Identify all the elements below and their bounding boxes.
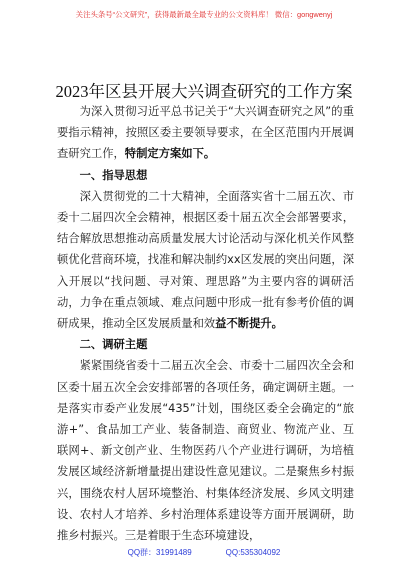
intro-bold-text: 特制定方案如下。 [124,147,216,161]
research-theme-paragraph: 紧紧围绕省委十二届五次全会、市委十二届四次全会和区委十届五次全会安排部署的各项任务，确定调研主题。一是落实市委产业发展“435”计划，围绕区委全会确定的“旅游+”、食品加工产业、装备制造、商贸业、物流产业、互联网+、新文创产业、生物医药八个产业进行调研，为培植发展区域经济新增量提出建设性意见建议。二是聚焦乡村振兴，围绕农村人居环境整治、村集体经济发展、乡风文明建设、农村人才培养、乡村治理体系建设等方面开展调研，助推乡村振兴。三是着眼于生态环境建设， [57,359,354,543]
qq-contact-number: QQ:535304092 [225,548,281,557]
bottom-contact-line [0,548,408,558]
top-promo-banner: 关注头条号“公文研究”，获得最新最全最专业的公文资料库！ 微信：gongwenyj [75,10,333,19]
intro-paragraph [57,101,354,165]
section-heading-research-theme: 二、调研主题 [79,338,148,352]
section-heading-guiding-ideology: 一、指导思想 [79,168,148,182]
intro-text: 为深入贯彻习近平总书记关于“大兴调查研究之风”的重要指示精神，按照区委主要领导要求，在全区范围内开展调查研究工作， [57,105,354,161]
guiding-ideology-paragraph [57,186,354,334]
guiding-ideology-text: 深入贯彻党的二十大精神，全面落实省十二届五次、市委十二届四次全会精神，根据区委十届五次全会部署要求，结合解放思想推动高质量发展大讨论活动与深化机关作风整顿优化营商环境，找准和解决制约xx区发展的突出问题，深入开展以“找问题、寻对策、理思路”为主要内容的调研活动，力争在重点领域、难点问题中形成一批有参考价值的调研成果，推动全区发展质量和效 [57,189,354,331]
document-title: 2023年区县开展大兴调查研究的工作方案 [55,82,353,101]
qq-group-number: QQ群：31991489 [127,548,192,557]
guiding-ideology-bold-text: 益不断提升。 [215,317,283,331]
document-body [57,101,354,546]
